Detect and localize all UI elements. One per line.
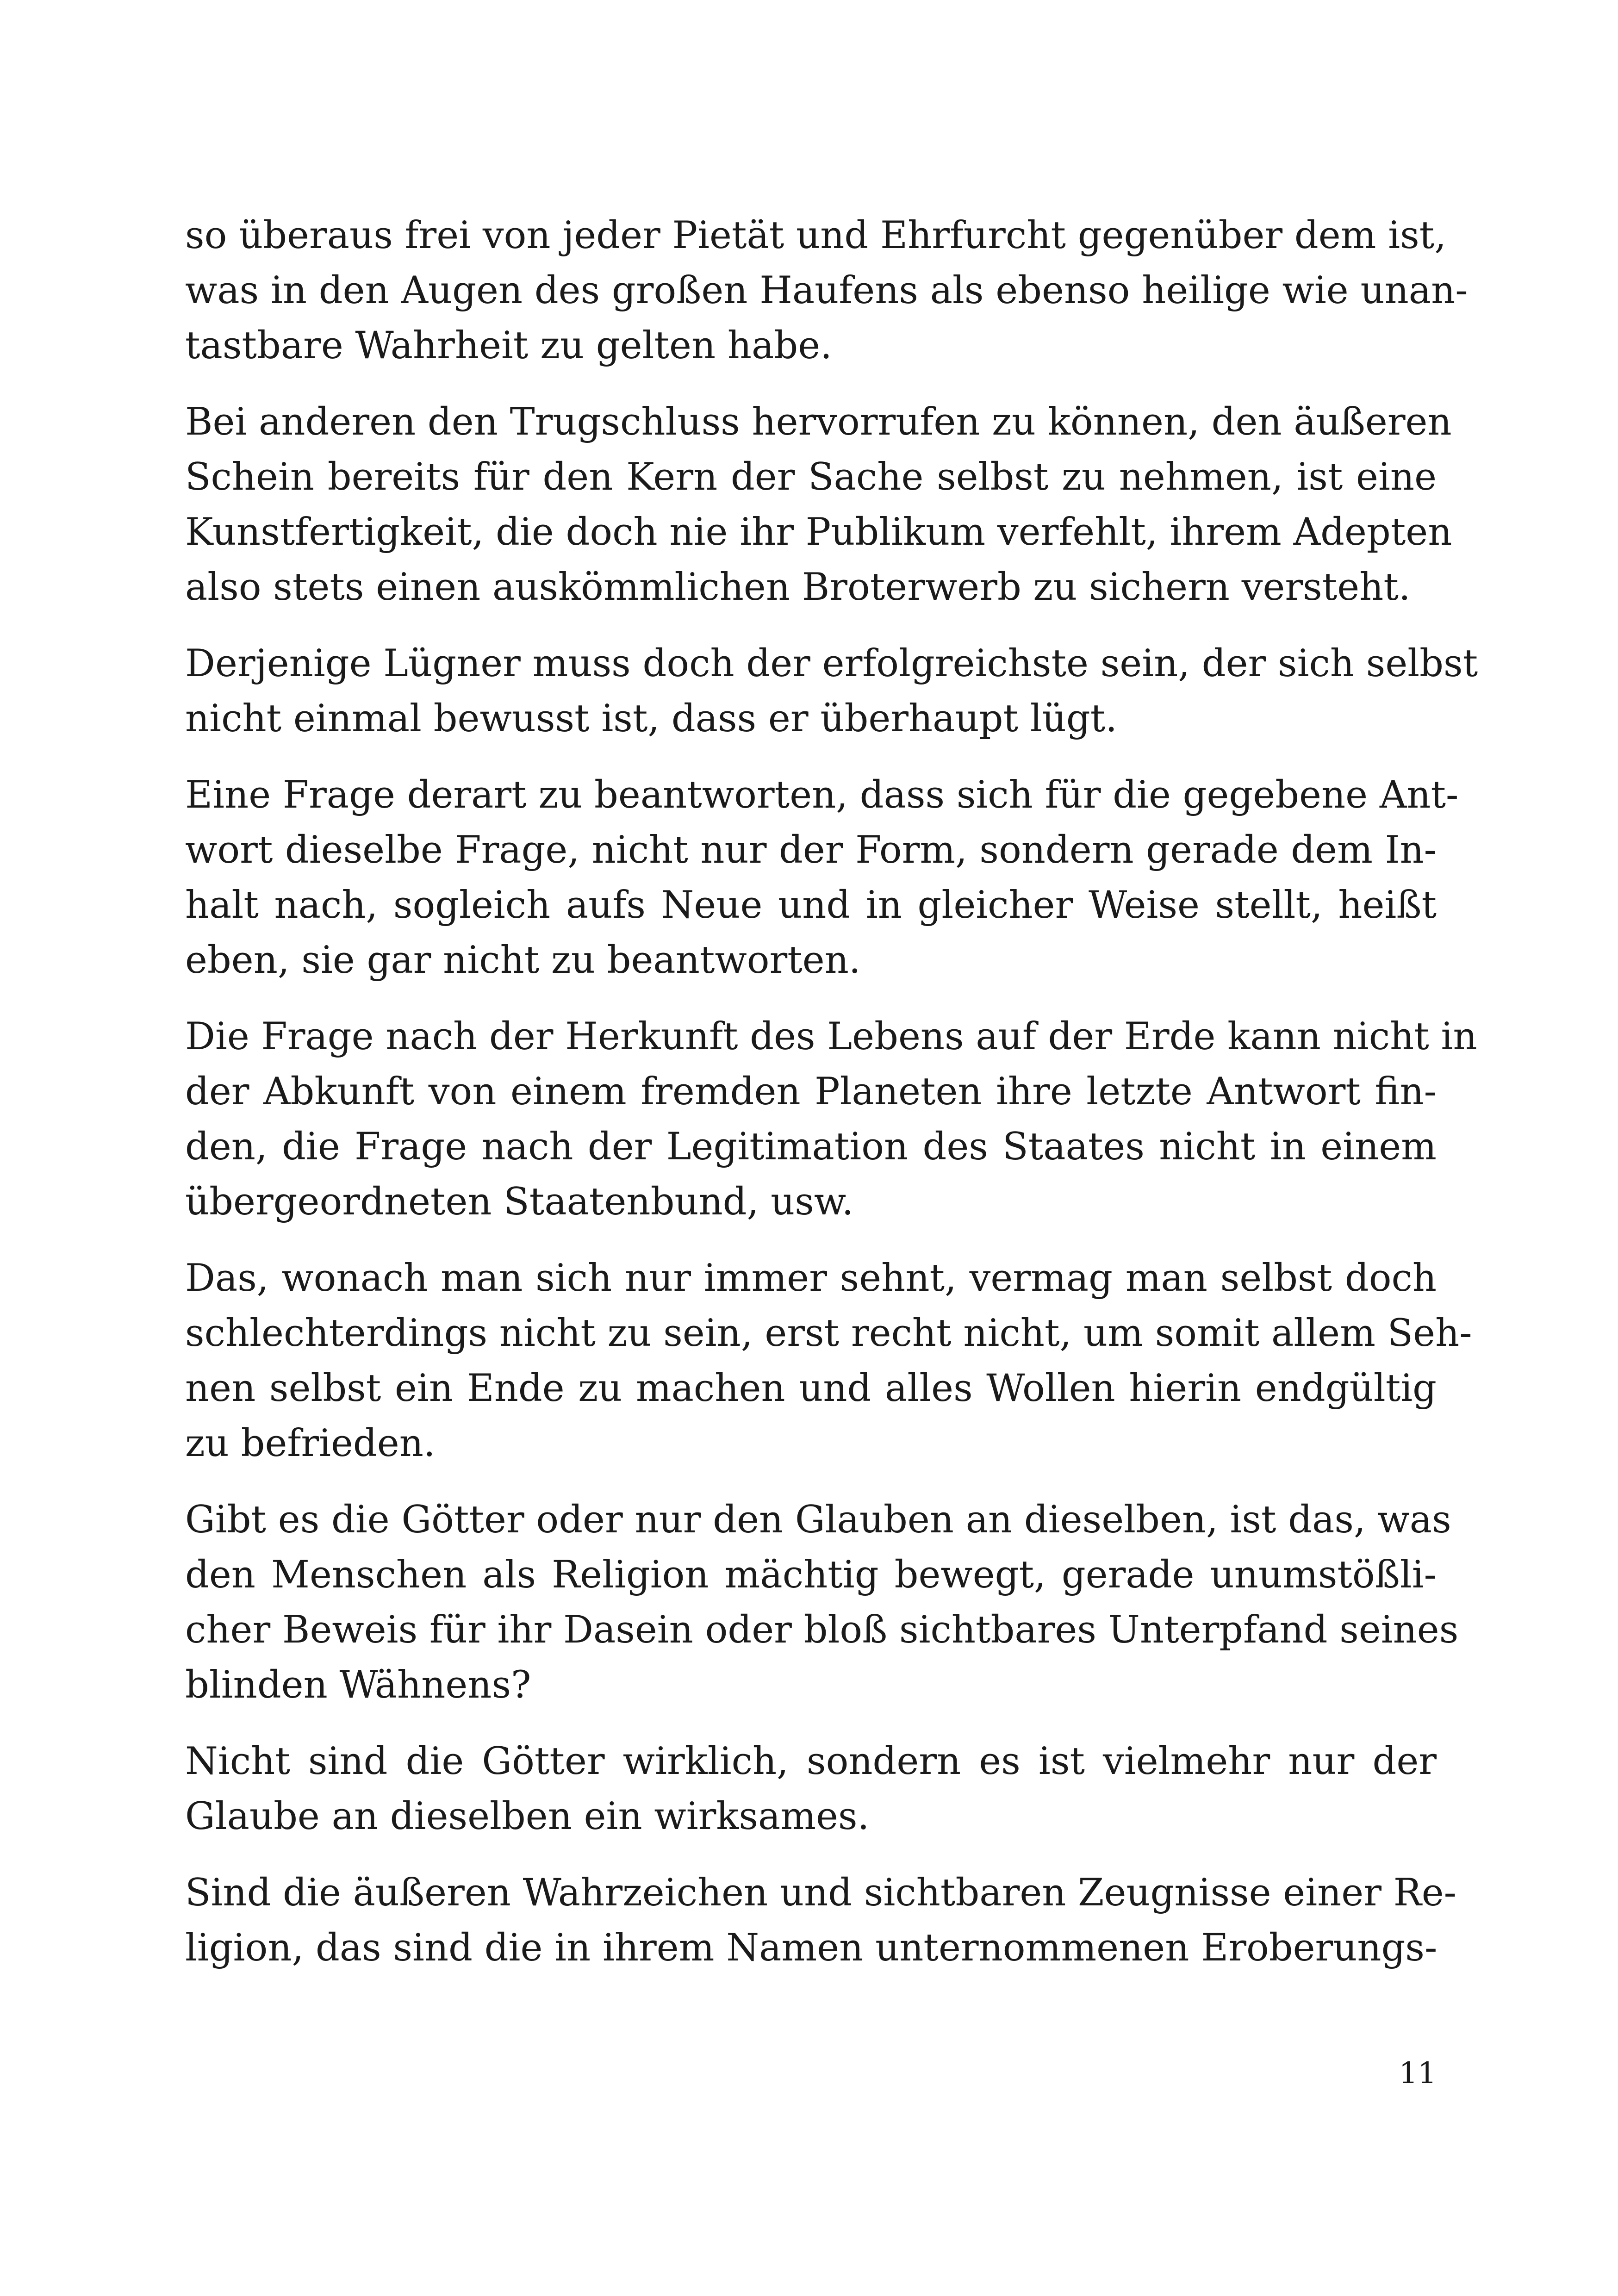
text-line: eben, sie gar nicht zu beantworten. <box>185 939 861 982</box>
paragraph <box>185 636 1478 747</box>
text-line: Derjenige Lügner muss doch der erfolgreichste sein, der sich selbst <box>185 642 1478 685</box>
text-line: Schein bereits für den Kern der Sache selbst zu nehmen, ist eine <box>185 455 1437 499</box>
text-line: tastbare Wahrheit zu gelten habe. <box>185 324 832 367</box>
text-line: nicht einmal bewusst ist, dass er überhaupt lügt. <box>185 697 1118 740</box>
text-line: schlechterdings nicht zu sein, erst recht nicht, um somit allem Seh- <box>185 1312 1472 1355</box>
text-line: Nicht sind die Götter wirklich, sondern es ist vielmehr nur der <box>185 1740 1437 1783</box>
paragraph <box>185 208 1468 373</box>
text-line: Die Frage nach der Herkunft des Lebens auf der Erde kann nicht in <box>185 1015 1477 1058</box>
text-line: blinden Wähnens? <box>185 1663 531 1707</box>
text-line: der Abkunft von einem fremden Planeten ihre letzte Antwort fin- <box>185 1070 1437 1114</box>
text-line: Das, wonach man sich nur immer sehnt, vermag man selbst doch <box>185 1257 1437 1300</box>
paragraph <box>185 1493 1459 1713</box>
paragraph <box>185 1251 1472 1471</box>
text-line: Kunstfertigkeit, die doch nie ihr Publikum verfehlt, ihrem Adepten <box>185 510 1452 554</box>
text-line: ligion, das sind die in ihrem Namen unternommenen Eroberungs- <box>185 1926 1438 1970</box>
text-line: den Menschen als Religion mächtig bewegt, gerade unumstößli- <box>185 1553 1437 1597</box>
text-line: den, die Frage nach der Legitimation des Staates nicht in einem <box>185 1125 1437 1169</box>
text-line: so überaus frei von jeder Pietät und Ehrfurcht gegenüber dem ist, <box>185 214 1446 257</box>
paragraph <box>185 1734 1437 1844</box>
text-line: halt nach, sogleich aufs Neue und in gleicher Weise stellt, heißt <box>185 884 1437 927</box>
text-line: nen selbst ein Ende zu machen und alles Wollen hierin endgültig <box>185 1367 1437 1410</box>
page-number: 11 <box>1399 2056 1437 2091</box>
text-line: wort dieselbe Frage, nicht nur der Form, sondern gerade dem In- <box>185 828 1437 872</box>
text-line: Glaube an dieselben ein wirksames. <box>185 1795 870 1838</box>
text-line: Gibt es die Götter oder nur den Glauben an dieselben, ist das, was <box>185 1498 1451 1542</box>
paragraph <box>185 768 1459 988</box>
paragraph <box>185 395 1452 615</box>
text-line: cher Beweis für ihr Dasein oder bloß sichtbares Unterpfand seines <box>185 1608 1459 1652</box>
text-line: übergeordneten Staatenbund, usw. <box>185 1180 854 1224</box>
text-line: zu befrieden. <box>185 1422 436 1465</box>
text-line: Bei anderen den Trugschluss hervorrufen zu können, den äußeren <box>185 400 1452 444</box>
text-line: was in den Augen des großen Haufens als ebenso heilige wie unan- <box>185 269 1468 312</box>
text-line: Eine Frage derart zu beantworten, dass sich für die gegebene Ant- <box>185 773 1459 817</box>
text-line: also stets einen auskömmlichen Broterwerb zu sichern versteht. <box>185 566 1411 609</box>
text-line: Sind die äußeren Wahrzeichen und sichtbaren Zeugnisse einer Re- <box>185 1871 1456 1915</box>
paragraph <box>185 1866 1456 1976</box>
body-text <box>185 208 1478 1997</box>
paragraph <box>185 1009 1477 1230</box>
